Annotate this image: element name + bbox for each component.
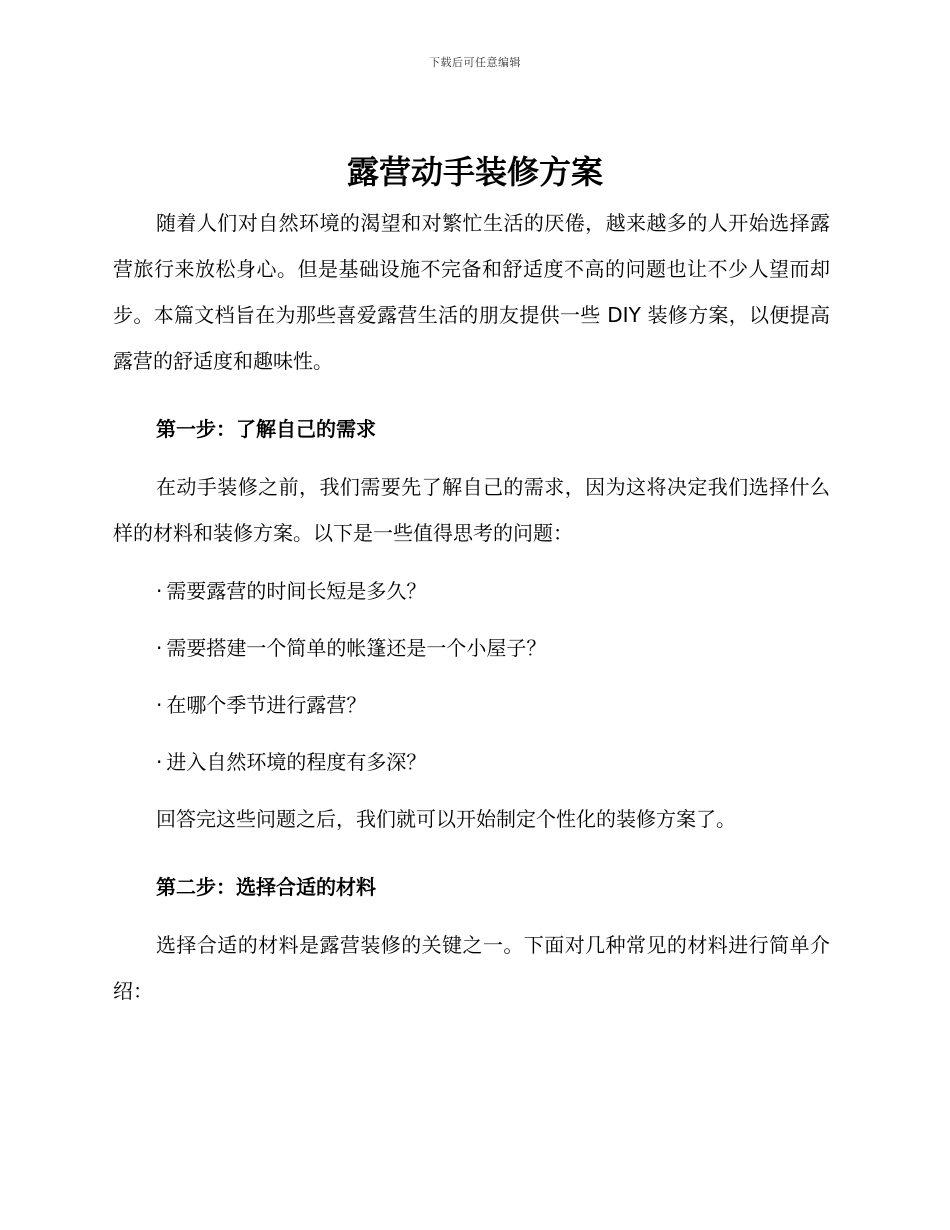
step1-heading: 第一步：了解自己的需求 — [156, 417, 376, 441]
step1-question-list — [113, 568, 830, 785]
list-item-text: 在哪个季节进行露营？ — [166, 693, 367, 717]
step1-closing-paragraph: 回答完这些问题之后，我们就可以开始制定个性化的装修方案了。 — [156, 807, 736, 831]
list-item — [113, 568, 830, 614]
list-item-text: 需要搭建一个简单的帐篷还是一个小屋子？ — [166, 636, 547, 660]
list-item — [113, 682, 830, 728]
step1-paragraph: 在动手装修之前，我们需要先了解自己的需求，因为这将决定我们选择什么样的材料和装修方案。以下是一些值得思考的问题： — [113, 475, 830, 545]
list-item — [113, 739, 830, 785]
list-item — [113, 625, 830, 671]
bullet-icon: · — [156, 693, 163, 717]
document-title: 露营动手装修方案 — [346, 153, 603, 191]
bullet-icon: · — [156, 636, 163, 660]
bullet-icon: · — [156, 750, 163, 774]
list-item-text: 需要露营的时间长短是多久？ — [166, 579, 427, 603]
list-item-text: 进入自然环境的程度有多深？ — [166, 750, 427, 774]
step2-heading: 第二步：选择合适的材料 — [156, 875, 376, 899]
intro-paragraph: 随着人们对自然环境的渴望和对繁忙生活的厌倦，越来越多的人开始选择露营旅行来放松身心。但是基础设施不完备和舒适度不高的问题也让不少人望而却步。本篇文档旨在为那些喜爱露营生活的朋友提供一些 DIY 装修方案，以便提高露营的舒适度和趣味性。 — [113, 211, 830, 373]
header-note: 下载后可任意编辑 — [429, 56, 521, 69]
bullet-icon: · — [156, 579, 163, 603]
document-body — [113, 200, 830, 1014]
step2-paragraph: 选择合适的材料是露营装修的关键之一。下面对几种常见的材料进行简单介绍： — [113, 933, 830, 1003]
